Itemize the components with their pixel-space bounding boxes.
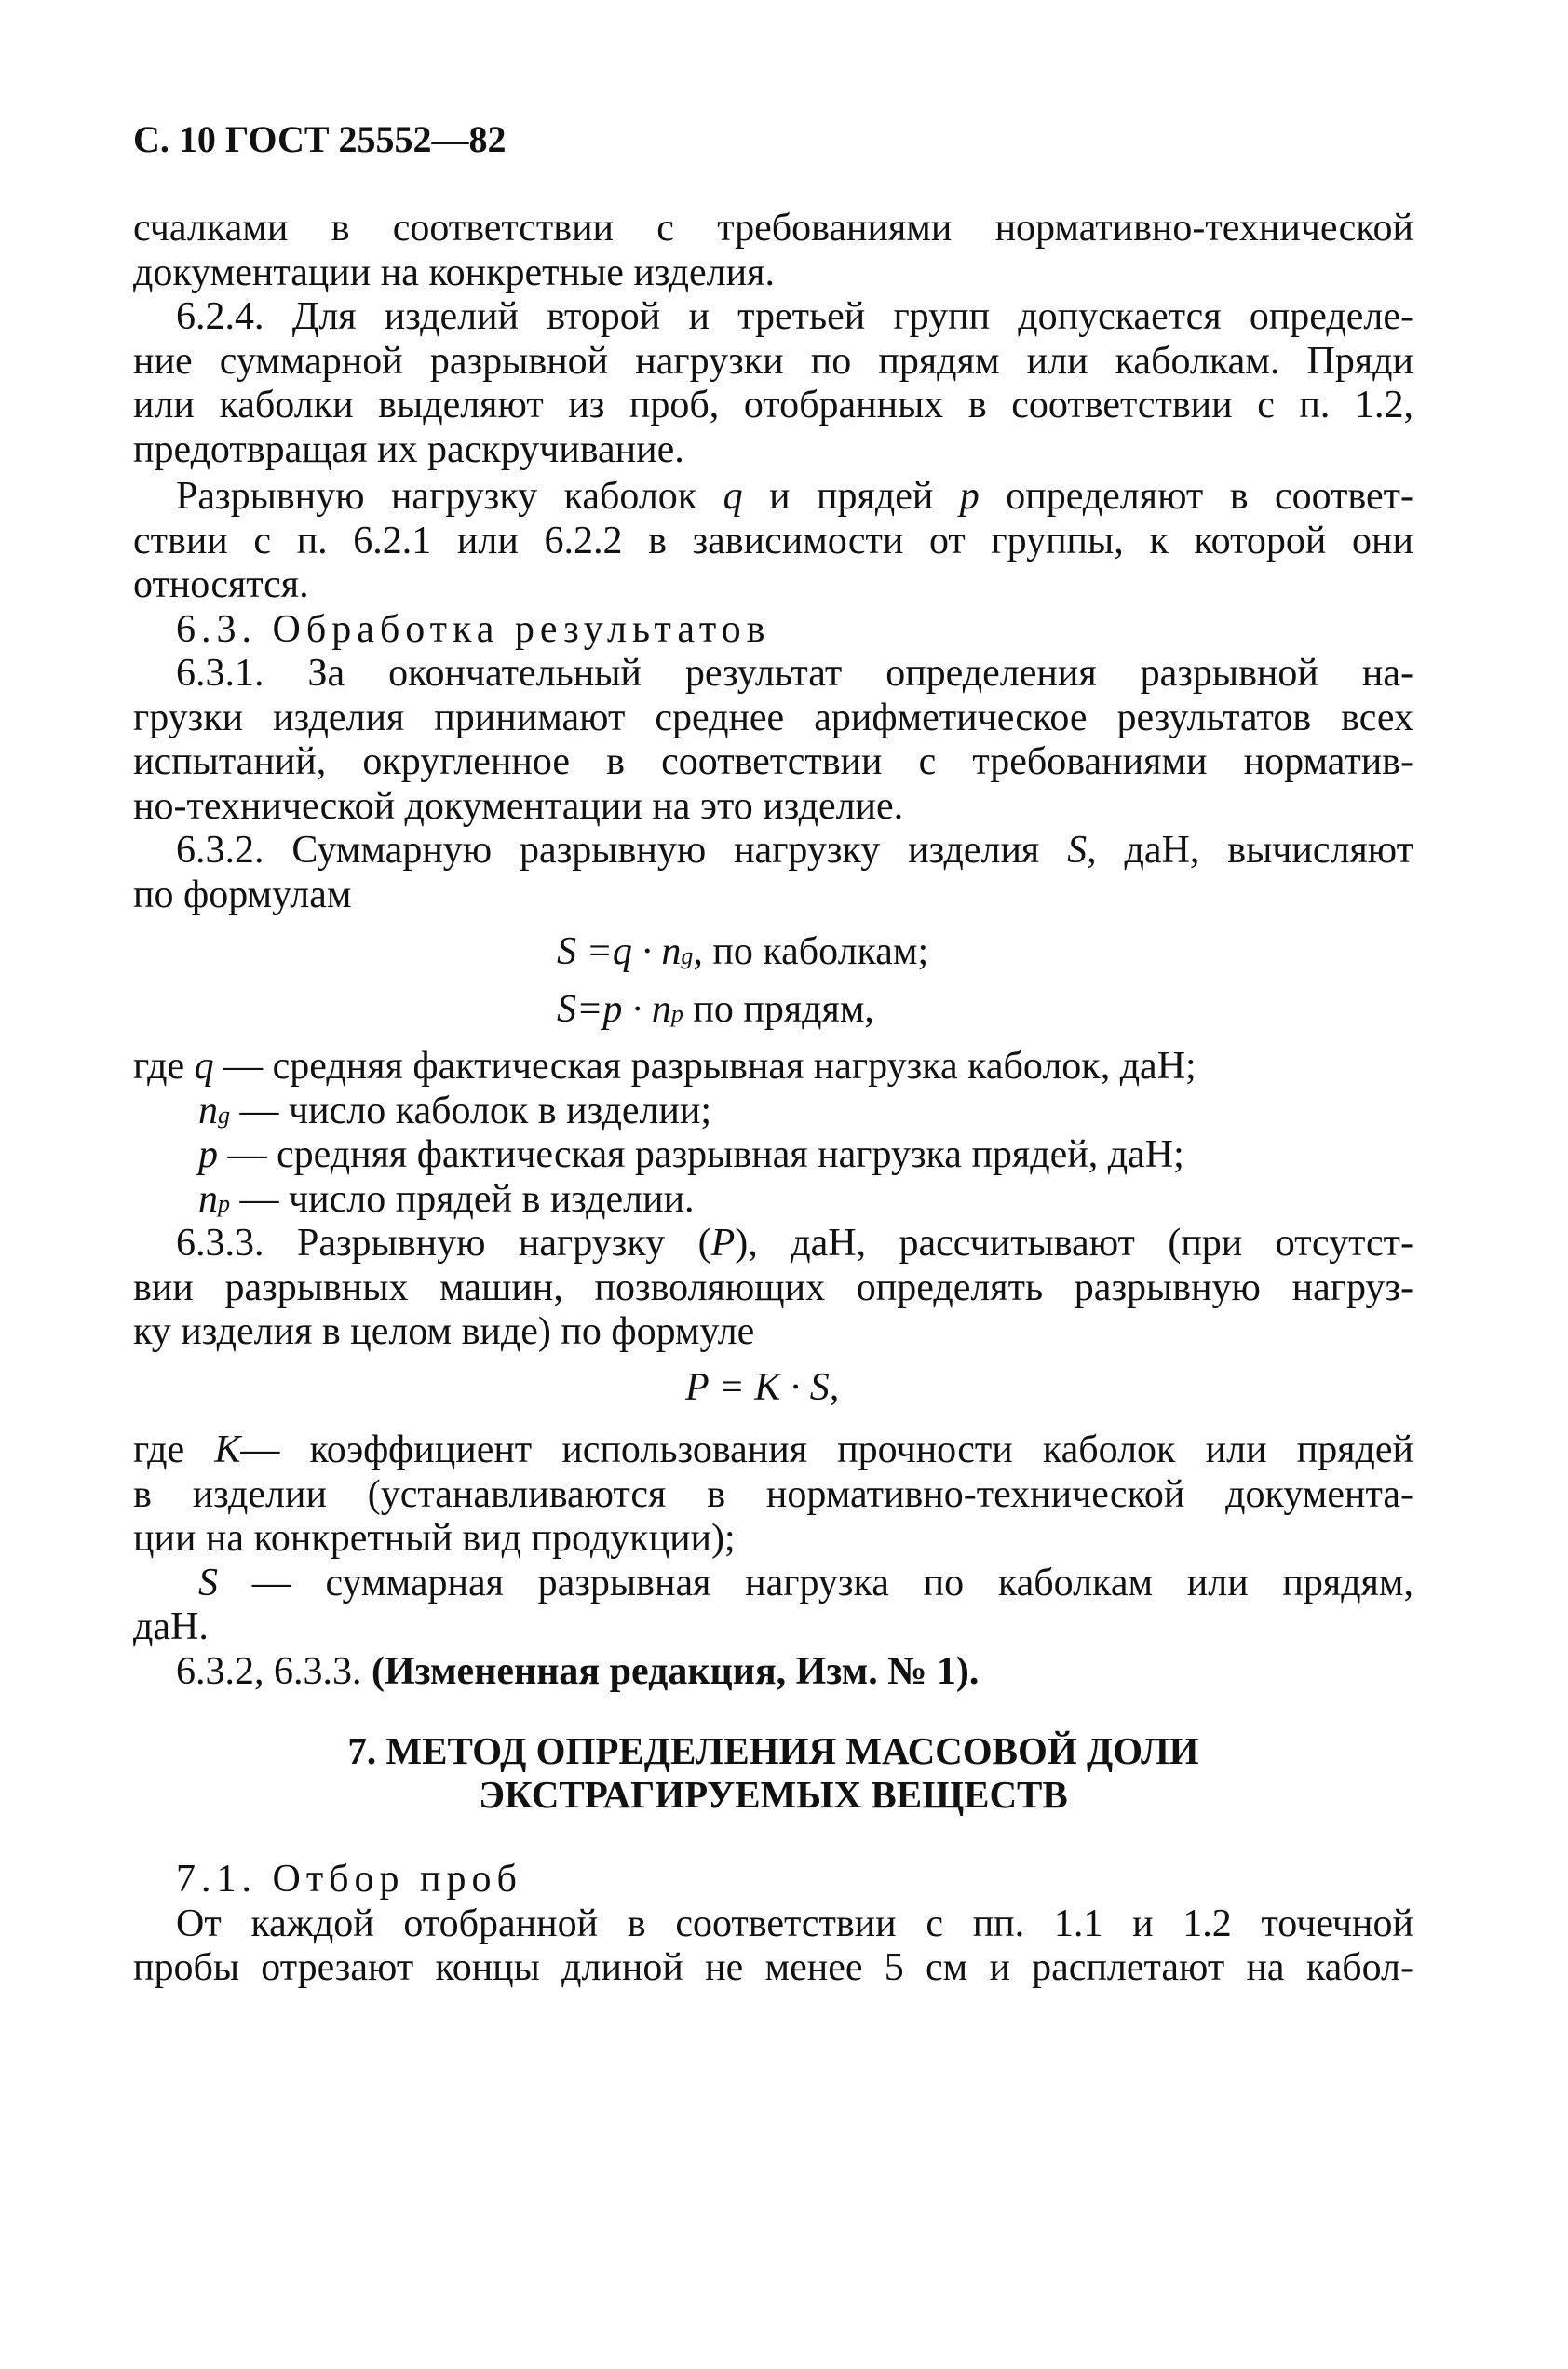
text-line: в изделии (устанавливаются в нормативно-технической документа- xyxy=(133,1472,1413,1516)
formula-rest: , по каболкам; xyxy=(693,930,929,973)
text-line: ствии с п. 6.2.1 или 6.2.2 в зависимости от группы, к которой они xyxy=(133,519,1413,562)
formula-lhs: S =q · n xyxy=(557,930,682,973)
definition-line xyxy=(133,1562,1413,1606)
formula-by-yarns xyxy=(133,930,1413,975)
text-fragment: — средняя фактическая разрывная нагрузка каболок, даН; xyxy=(213,1045,1196,1088)
symbol: n xyxy=(198,1177,218,1221)
formula-subscript: g xyxy=(681,942,694,969)
text-line: или каболки выделяют из проб, отобранных в соответствии с п. 1.2, xyxy=(133,384,1413,426)
text-line: документации на конкретные изделия. xyxy=(133,250,775,294)
text-line: предотвращая их раскручивание. xyxy=(133,427,684,471)
section-title-line: 7. МЕТОД ОПРЕДЕЛЕНИЯ МАССОВОЙ ДОЛИ xyxy=(347,1729,1199,1772)
text-line: испытаний, округленное в соответствии с требованиями норматив- xyxy=(133,740,1413,783)
text-fragment: где xyxy=(133,1428,215,1471)
text-line: счалками в соответствии с требованиями нормативно-технической xyxy=(133,207,1413,250)
symbol-subscript: p xyxy=(218,1189,231,1217)
text-fragment: и прядей xyxy=(742,475,960,518)
text-fragment: , даН, вычисляют xyxy=(1087,829,1413,872)
text-line: пробы отрезают концы длиной не менее 5 см и расплетают на кабол- xyxy=(133,1946,1413,1989)
text-line: но-технической документации на это изделие. xyxy=(133,784,904,828)
definition-line xyxy=(133,1045,1413,1090)
paragraph-intro xyxy=(133,207,1413,295)
variable-definitions-2 xyxy=(133,1428,1413,1650)
symbol: p xyxy=(198,1133,218,1176)
text-line xyxy=(133,475,1413,520)
text-line: грузки изделия принимают среднее арифметическое результатов всех xyxy=(133,696,1413,739)
definition-line xyxy=(133,1090,1413,1134)
subsection-heading-6-3: 6.3. Обработка результатов xyxy=(176,607,771,651)
amendment-note xyxy=(133,1650,1413,1695)
paragraph-6-3-1 xyxy=(133,652,1413,829)
text-fragment: 6.3.3. Разрывную нагрузку ( xyxy=(176,1222,711,1265)
amendment-label: (Измененная редакция, Изм. № 1). xyxy=(372,1649,980,1693)
subsection-heading-7-1: 7.1. Отбор проб xyxy=(176,1858,522,1901)
text-fragment: — число прядей в изделии. xyxy=(230,1177,695,1221)
text-line: От каждой отобранной в соответствии с пп. 1.1 и 1.2 точечной xyxy=(176,1902,1413,1945)
text-fragment: 6.3.2, 6.3.3. xyxy=(176,1649,372,1693)
text-line: 6.3.1. За окончательный результат определения разрывной на- xyxy=(176,652,1413,695)
text-line: ции на конкретный вид продукции); xyxy=(133,1517,736,1560)
formula-breaking-load xyxy=(133,1366,1413,1411)
text-fragment: Разрывную нагрузку каболок xyxy=(176,475,723,518)
text-fragment: — число каболок в изделии; xyxy=(230,1089,712,1132)
text-line xyxy=(133,829,1413,873)
paragraph-7-1 xyxy=(133,1902,1413,1991)
symbol-k: K xyxy=(214,1428,241,1471)
text-line: ние суммарной разрывной нагрузки по прядям или каболкам. Пряди xyxy=(133,339,1413,383)
paragraph-6-2-4 xyxy=(133,295,1413,472)
text-fragment: где xyxy=(133,1045,195,1088)
text-fragment: 6.3.2. Суммарную разрывную нагрузку изделия xyxy=(176,829,1068,872)
text-line: вии разрывных машин, позволяющих определять разрывную нагруз- xyxy=(133,1266,1413,1309)
text-line: ку изделия в целом виде) по формуле xyxy=(133,1310,755,1353)
formula-by-strands xyxy=(133,988,1413,1033)
formula-subscript: p xyxy=(670,999,683,1027)
symbol-p: p xyxy=(959,475,980,518)
symbol-s: S xyxy=(1067,829,1088,872)
definition-line xyxy=(133,1178,1413,1223)
text-fragment: ), даН, рассчитывают (при отсутст- xyxy=(735,1222,1413,1265)
text-fragment: — коэффициент использования прочности каболок или прядей xyxy=(240,1428,1413,1471)
text-fragment: определяют в соответ- xyxy=(979,475,1413,518)
symbol-q: q xyxy=(723,475,743,518)
symbol: n xyxy=(198,1089,218,1132)
paragraph-6-3-2 xyxy=(133,829,1413,917)
text-line: даН. xyxy=(133,1605,209,1648)
paragraph-6-3-3 xyxy=(133,1222,1413,1355)
section-7-title xyxy=(133,1729,1413,1817)
text-line: по формулам xyxy=(133,873,352,916)
text-line: 6.2.4. Для изделий второй и третьей групп допускается определе- xyxy=(176,295,1413,338)
text-line: относятся. xyxy=(133,563,309,606)
formula-rest: по прядям, xyxy=(683,987,874,1031)
definition-line xyxy=(133,1133,1413,1178)
text-line xyxy=(133,1222,1413,1266)
formula-expression: P = K · S, xyxy=(685,1365,840,1409)
page-header: С. 10 ГОСТ 25552—82 xyxy=(133,118,507,160)
variable-definitions xyxy=(133,1045,1413,1222)
definition-line xyxy=(133,1428,1413,1473)
symbol-p: P xyxy=(710,1222,736,1265)
formula-lhs: S=p · n xyxy=(557,987,671,1031)
document-page xyxy=(133,118,1413,1991)
text-fragment: — суммарная разрывная нагрузка по каболкам или прядям, xyxy=(218,1561,1413,1604)
symbol-s: S xyxy=(198,1561,218,1604)
symbol: q xyxy=(194,1045,214,1088)
text-fragment: — средняя фактическая разрывная нагрузка прядей, даН; xyxy=(218,1133,1184,1176)
symbol-subscript: g xyxy=(218,1101,231,1129)
paragraph-breaking-load xyxy=(133,475,1413,608)
section-title-line: ЭКСТРАГИРУЕМЫХ ВЕЩЕСТВ xyxy=(479,1773,1068,1816)
